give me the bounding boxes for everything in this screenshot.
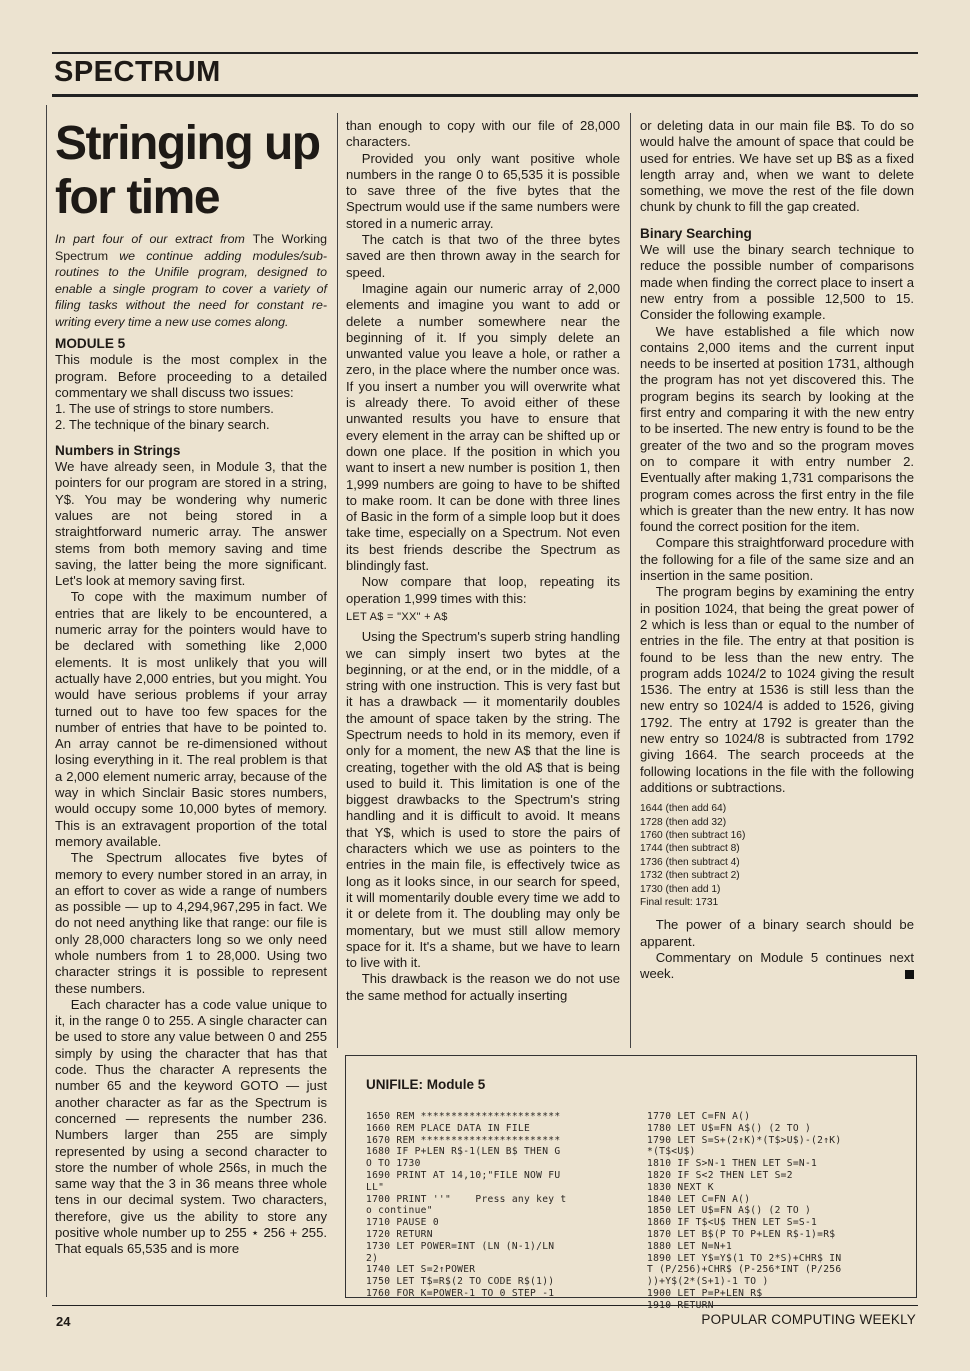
standfirst: In part four of our extract from The Working Spectrum we continue adding modules/sub-routines to the Unifile program, designed to enable a single program to cover a variety of filing tasks without the need for constant re-writing every time a new use comes along. — [55, 232, 327, 329]
paragraph: This module is the most complex in the program. Before proceeding to a detailed commentary we shall discuss two issues: — [55, 352, 327, 400]
column-rule — [630, 113, 631, 1048]
paragraph: Each character has a code value unique to it, in the range 0 to 255. A single character can be used to store any value between 0 and 255 simply by using the character that has that code. Thus the character A represents the number 65 and the keyword GOTO — just another character as far as the Spectrum is concerned — represents the number 236. Numbers larger than 255 are simply represented by using a second character to store the number of whole 256s, in much the same way that the 3 in 36 means three whole tens in our decimal system. Two characters, therefore, give us the ability to store any positive whole number up to 255 ⋆ 256 + 255. That equals 65,535 and is more — [55, 996, 327, 1257]
paragraph: Commentary on Module 5 continues next week. — [640, 950, 914, 982]
inline-code: LET A$ = "XX" + A$ — [346, 610, 448, 623]
search-step: 1728 (then add 32) — [640, 816, 727, 828]
paragraph: The catch is that two of the three bytes saved are then thrown away in the search for speed. — [346, 232, 620, 280]
search-step: 1644 (then add 64) — [640, 803, 727, 815]
search-step: 1730 (then add 1) — [640, 883, 721, 895]
search-step: 1736 (then subtract 4) — [640, 856, 740, 868]
source-title: The Working Spectrum — [55, 232, 327, 263]
paragraph: To cope with the maximum number of entries that are likely to be encountered, a numeric array for the pointers would have to be declared with something like 2,000 elements. It is most unlikely that you will actually have 2,000 entries, but you might. You would have serious problems if your array turned out to have too few spaces for the number of entries that have to be pointed to. An array cannot be re-dimensioned without losing everything in it. The real problem is that a 2,000 element numeric array, because of the way in which Sinclair Basic stores numbers, would occupy some 10,000 bytes of memory. This is an extravagent proportion of the total memory available. — [55, 589, 327, 849]
column-rule — [337, 113, 338, 1048]
paragraph: The power of a binary search should be apparent. — [640, 917, 914, 949]
listing-title: UNIFILE: Module 5 — [366, 1077, 486, 1092]
paragraph: We have established a file which now contains 2,000 items and the current input needs to be inserted at position 1731, although the program has not yet discovered this. The program begins its search by looking at the first entry and comparing it with the new entry to be inserted. The new entry is found to be the greater of the two and so the program moves on to compare it with entry number 2. Eventually after making 1,731 comparisons the program comes across the first entry in the file which is greater than the new entry. It has now found the correct position for the item. — [640, 323, 914, 535]
paragraph: We will use the binary search technique to reduce the possible number of comparisons made when finding the correct place to insert a new entry from a possible 12,500 to 15. Consider the following example. — [640, 242, 914, 323]
listing-left-column: 1650 REM *********************** 1660 REM PLACE DATA IN FILE 1670 REM *********************** 1680 IF P+LEN R$-1(LEN B$ THEN G O TO 1730 1690 PRINT AT 14,10;"FILE NOW FU LL" 1700 PRINT ''" Press any key t o continue" 1710 PAUSE 0 1720 RETURN 1730 LET POWER=INT (LN (N-1)/LN 2) 1740 LET S=2↑POWER 1750 LET T$=R$(2 TO CODE R$(1)) 1760 FOR K=POWER-1 TO 0 STEP -1 — [366, 1111, 567, 1299]
section-header — [52, 52, 918, 97]
search-step: 1744 (then subtract 8) — [640, 843, 740, 855]
paragraph: Compare this straightforward procedure with the following for a file of the same size and an insertion in the same position. — [640, 535, 914, 584]
program-listing-box — [345, 1055, 917, 1311]
column-2 — [346, 118, 620, 1004]
search-steps — [640, 802, 914, 909]
section-title: SPECTRUM — [54, 56, 221, 88]
paragraph: The program begins by examining the entry in position 1024, that being the great power of 2 which is less than or equal to the number of entries in the file. The entry at that position is found to be less than the new entry. The program adds 1024/2 to 1024 giving the result 1536. The entry at 1536 is still less than the new entry so 1024/4 is added to 1526, giving 1792. The entry at 1792 is greater than the new entry so 1024/8 is subtracted from 1792 giving 1664. The search proceeds at the following locations in the file with the following additions or subtractions. — [640, 584, 914, 795]
search-step: 1732 (then subtract 2) — [640, 870, 740, 882]
paragraph: The Spectrum allocates five bytes of memory to every number stored in an array, in an effort to cover as wide a range of numbers as possible — up to 4,294,967,295 in fact. We do not need anything like that range: our file is only 28,000 characters long so we only need whole numbers from 1 to 28,000. Using two character strings it is possible to represent these numbers. — [55, 850, 327, 996]
paragraph: We have already seen, in Module 3, that the pointers for our program are stored in a string, Y$. You may be wondering why numeric values are not being stored in a straightforward numeric array. The answer stems from both memory saving and time saving, the latter being the more significant. Let's look at memory saving first. — [55, 459, 327, 589]
paragraph: Provided you only want positive whole numbers in the range 0 to 65,535 it is possible to save three of the five bytes that the Spectrum would use if the same numbers were stored in a numeric array. — [346, 150, 620, 231]
list-item: 1. The use of strings to store numbers. — [55, 401, 274, 417]
magazine-name: POPULAR COMPUTING WEEKLY — [701, 1312, 916, 1327]
end-of-article-mark — [905, 970, 914, 979]
search-step: Final result: 1731 — [640, 897, 719, 909]
column-1 — [55, 113, 327, 1258]
listing-right-column: 1770 LET C=FN A() 1780 LET U$=FN A$() (2 TO ) 1790 LET S=S+(2↑K)*(T$>U$)-(2↑K) *(T$<U$) 1810 IF S>N-1 THEN LET S=N-1 1820 IF S<2 THEN LET S=2 1830 NEXT K 1840 LET C=FN A() 1850 LET U$=FN A$() (2 TO ) 1860 IF T$<U$ THEN LET S=S-1 1870 LET B$(P TO P+LEN R$-1)=R$ 1880 LET N=N+1 1890 LET Y$=Y$(1 TO 2*S)+CHR$ IN T (P/256)+CHR$ (P-256*INT (P/256 ))+Y$(2*(S+1)-1 TO ) 1900 LET P=P+LEN R$ 1910 RETURN — [647, 1111, 842, 1311]
list-item: 2. The technique of the binary search. — [55, 417, 270, 433]
left-margin-rule — [46, 105, 47, 1297]
footer-rule — [52, 1305, 918, 1306]
paragraph: or deleting data in our main file B$. To do so would halve the amount of space that could be used for entries. We have set up B$ as a fixed length array and, when we want to delete something, we move the rest of the file down chunk by chunk to fill the gap created. — [640, 118, 914, 215]
heading-module-5: MODULE 5 — [55, 336, 126, 351]
page-number: 24 — [56, 1314, 71, 1329]
heading-numbers-in-strings: Numbers in Strings — [55, 442, 181, 458]
article-title: Stringing up for time — [55, 117, 320, 224]
paragraph: Now compare that loop, repeating its operation 1,999 times with this: — [346, 574, 620, 606]
paragraph: Using the Spectrum's superb string handling we can simply insert two bytes at the beginning, or at the end, or in the middle, of a string with one instruction. This is very fast but it has a drawback — it momentarily doubles the amount of space taken by the string. The Spectrum needs to hold in its memory, even if only for a moment, the new A$ that the line is creating, together with the old A$ that is being used to build it. This limitation is one of the biggest drawbacks to the Spectrum's string handling and it is difficult to avoid. It means that Y$, which is used to store the pairs of characters which we use as pointers to the entries in the main file, is effectively twice as long as it looks since, in our search for speed, it will momentarily double every time we add to it or delete from it. The doubling may only be momentary, but we must still allow memory space for it. It's a shame, but we have to learn to live with it. — [346, 629, 620, 971]
paragraph: This drawback is the reason we do not use the same method for actually inserting — [346, 971, 620, 1003]
column-3 — [640, 118, 914, 983]
paragraph: Imagine again our numeric array of 2,000 elements and imagine you want to add or delete a number somewhere near the beginning of it. If you simply delete an unwanted value you leave a hole, or rather a zero, in the place where the number once was. If you insert a number you will overwrite what is already there. To avoid either of these unwanted results you have to ensure that every element in the array can be shifted up or down one place. If the position in which you want to insert a new number is position 1, then 1,999 numbers are going to have to be shifted to make room. It can be done with three lines of Basic in the form of a simple loop but it does take time, especially on a Spectrum. Not even its best friends describe the Spectrum as blindingly fast. — [346, 280, 620, 574]
heading-binary-searching: Binary Searching — [640, 225, 752, 241]
paragraph: than enough to copy with our file of 28,000 characters. — [346, 118, 620, 150]
search-step: 1760 (then subtract 16) — [640, 829, 746, 841]
